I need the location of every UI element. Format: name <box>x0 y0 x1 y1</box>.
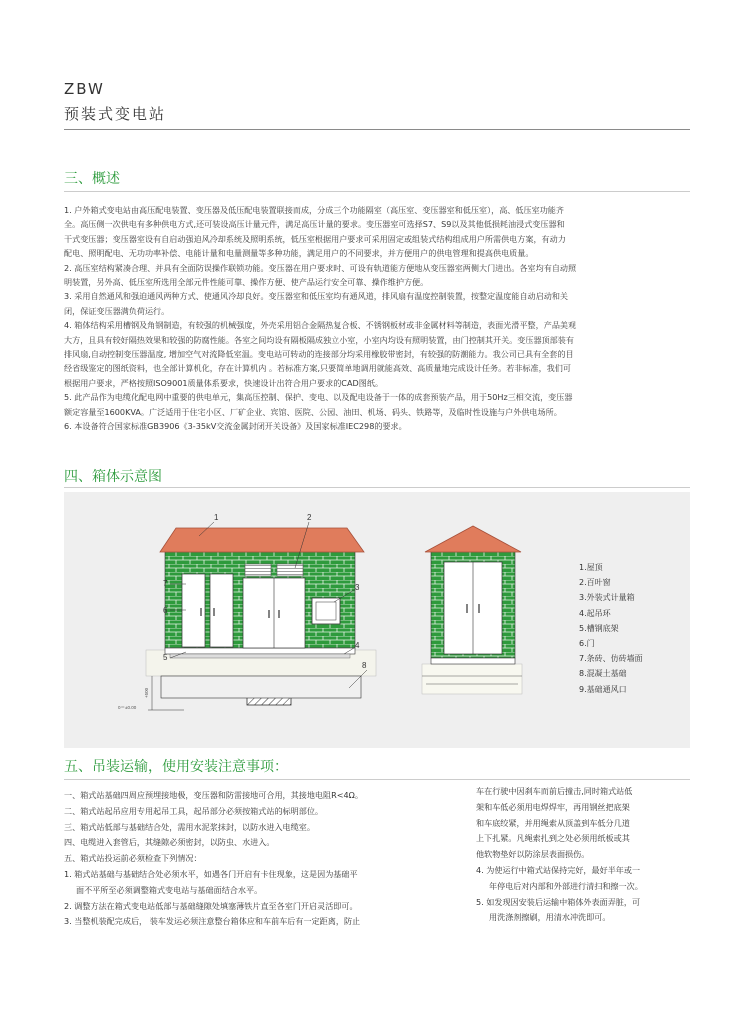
legend-item: 8.混凝土基础 <box>579 669 627 679</box>
note-line: 车在行驶中因刹车而前后撞击,同时箱式站低 <box>476 786 633 796</box>
note-line: 三、箱式站低部与基础结合处，需用水泥浆抹封，以防水进入电缆室。 <box>64 821 315 832</box>
overview-text <box>64 203 694 434</box>
concrete-foundation <box>422 664 522 694</box>
note-line: 和车底绞紧，并用绳索从顶盖到车低分几道 <box>476 817 630 828</box>
dimension-zero: 0＝±0.00 <box>118 705 137 710</box>
note-line: 二、箱式站起吊应用专用起吊工具，起吊部分必须按箱式站的标明部位。 <box>64 805 324 816</box>
section4-rule <box>64 487 690 488</box>
legend-item: 2.百叶窗 <box>579 578 611 588</box>
overview-line: 经省级鉴定的图纸资料，也全部计算机化，存在计算机内 。若标准方案,只要简单地调用就能高效、高质量地完成设计任务。若非标准，我们可 <box>64 363 571 374</box>
overview-line: 6. 本设备符合国家标准GB3906《3-35kV交流金属封闭开关设备》及国家标准IEC298的要求。 <box>64 421 407 432</box>
roof <box>425 526 521 552</box>
callout-8: 8 <box>362 661 367 670</box>
overview-line: 2. 高压室结构紧凑合理、并具有全面防误操作联锁功能。变压器在用户要求时、可设有轨道能方便地从变压器室两侧大门进出。各室均有自动照 <box>64 262 577 273</box>
product-code: ZBW <box>64 80 105 98</box>
note-line: 用洗涤剂擦刷，用清水冲洗即可。 <box>489 912 611 923</box>
louvre <box>277 564 303 576</box>
overview-line: 1. 户外箱式变电站由高压配电装置、变压器及低压配电装置联接而成，分成三个功能隔室（高压室、变压器室和低压室），高、低压室功能齐 <box>64 205 564 215</box>
callout-4: 4 <box>355 641 360 650</box>
callout-7: 7 <box>163 579 168 588</box>
roof <box>160 528 364 552</box>
note-line: 5. 如发现因安装后运输中箱体外表面弄脏，可 <box>476 896 641 907</box>
overview-line: 根据用户要求，严格按照ISO9001质量体系要求，快速设计出符合用户要求的CAD图纸。 <box>64 377 384 388</box>
note-line: 五、箱式站投运前必须检查下列情况： <box>64 853 202 864</box>
legend-item: 9.基础通风口 <box>579 684 627 694</box>
callout-3: 3 <box>355 583 360 592</box>
callout-2: 2 <box>307 513 312 522</box>
legend-item: 3.外装式计量箱 <box>579 593 635 603</box>
overview-line: 干式变压器；变压器室设有自启动强迫风冷却系统及照明系统，低压室根据用户要求可采用固定或组装式结构组成用户所需供电方案，有动力 <box>64 233 566 244</box>
section3-rule <box>64 191 690 192</box>
note-line: 他软物垫好以防涂层表面损伤。 <box>476 849 590 860</box>
note-line: 上下扎紧。凡绳索扎到之处必须用纸板或其 <box>476 833 630 844</box>
overview-line: 全。高压侧一次供电有多种供电方式,还可装设高压计量元件，满足高压计量的要求。变压器室可选择S7、S9以及其他低损耗油浸式变压器和 <box>64 219 565 230</box>
callout-6: 6 <box>163 606 168 615</box>
overview-line: 4. 箱体结构采用槽钢及角钢制造，有较强的机械强度，外壳采用铝合金隔热复合板、不锈钢板材或非金属材料等制造，表面光滑平整，产品美观 <box>64 320 577 331</box>
legend-item: 6.门 <box>579 639 595 649</box>
product-name: 预装式变电站 <box>64 105 167 123</box>
note-line: 2. 调整方法在箱式变电站低部与基础缝隙处填塞薄铁片直至各室门开启灵活即可。 <box>64 900 358 911</box>
section5-rule <box>64 779 690 780</box>
note-line: 3. 当整机装配完成后， 装车发运必须注意整台箱体应和车前车后有一定距离，防止 <box>64 916 361 927</box>
section4-title: 四、箱体示意图 <box>64 469 162 485</box>
overview-line: 3. 采用自然通风和强迫通风两种方式、使通风冷却良好。变压器室和低压室均有通风道，排风扇有温度控制装置，按整定温度能自动启动和关 <box>64 291 569 302</box>
diagram-legend <box>579 560 643 697</box>
note-line: 面不平所至必须调整箱式变电站与基础面结合水平。 <box>76 884 263 895</box>
notes-left-column <box>64 788 476 930</box>
steel-base-frame <box>431 658 515 664</box>
legend-item: 7.条砖、仿砖墙面 <box>579 654 643 664</box>
callout-1: 1 <box>214 513 219 522</box>
front-view <box>146 522 376 710</box>
overview-line: 大方，且具有较好隔热效果和较强的防腐性能。各室之间均设有隔板隔成独立小室，小室内均设有照明装置，由门控制其开关。变压器顶部装有 <box>64 334 574 345</box>
header-rule <box>64 129 690 130</box>
legend-item: 4.起吊环 <box>579 608 611 618</box>
note-line: 架和车低必须用电焊焊牢，再用钢丝把底架 <box>476 801 630 812</box>
note-line: 4. 为使运行中箱式站保持完好，最好半年或一 <box>476 864 641 875</box>
note-line: 一、箱式站基础四周应预埋接地极，变压器和防雷接地可合用，其接地电阻R<4Ω。 <box>64 790 363 800</box>
overview-line: 明装置，另外高、低压室所选用全部元件性能可靠、操作方便、使产品运行安全可靠、操作维护方便。 <box>64 277 429 288</box>
page-header <box>64 80 690 124</box>
overview-line: 额定容量至1600KVA。广泛适用于住宅小区、厂矿企业、宾馆、医院、公园、油田、机场、码头、铁路等，及临时性设施与户外供电场所。 <box>64 406 562 417</box>
side-view <box>422 526 522 694</box>
note-line: 年停电后对内部和外部进行清扫和擦一次。 <box>489 880 643 891</box>
overview-line: 排风扇,自动控制变压器温度, 增加空气对流降低室温。变电站可转动的连接部分均采用橡胶带密封，有较强的防潮能力。我公司已具有全套的目 <box>64 349 574 360</box>
dimension-plus: +500 <box>144 687 149 698</box>
substation-diagram <box>64 492 690 748</box>
section5-title: 五、吊装运输，使用安装注意事项： <box>64 759 288 775</box>
overview-line: 闭，保证变压器满负荷运行。 <box>64 305 170 316</box>
louvre <box>245 564 271 576</box>
section3-title: 三、概述 <box>64 171 120 187</box>
note-line: 1. 箱式站基础与基础结合处必须水平，如遇各门开启有卡住现象，这是因为基础平 <box>64 868 358 879</box>
note-line: 四、电缆进入套管后，其缝隙必须密封，以防虫、水进入。 <box>64 837 275 848</box>
legend-item: 1.屋顶 <box>579 563 603 572</box>
notes-right-column <box>476 784 696 926</box>
overview-line: 配电、照明配电、无功功率补偿、电能计量和电量测量等多种功能，满足用户的不同要求，并方便用户的供电管理和提高供电质量。 <box>64 248 534 259</box>
callout-5: 5 <box>163 653 168 662</box>
legend-item: 5.槽钢底架 <box>579 623 619 633</box>
steel-base-frame <box>165 648 355 654</box>
overview-line: 5. 此产品作为电缆化配电网中重要的供电单元，集高压控制、保护、变电、以及配电设备于一体的成套预装产品，用于50Hz三相交流，变压器 <box>64 392 573 403</box>
